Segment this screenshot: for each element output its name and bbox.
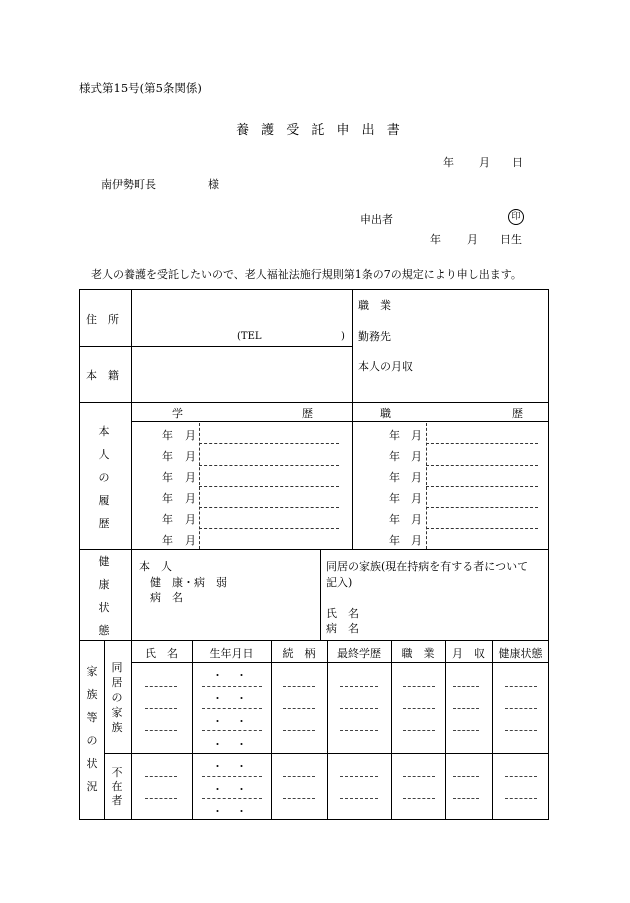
birth-day: 日生	[500, 233, 522, 246]
statement: 老人の養護を受託したいので、老人福祉法施行規則第1条の7の規定により申し出ます。	[91, 268, 522, 281]
date-month: 月	[479, 156, 490, 169]
health-self-label: 本 人	[139, 560, 172, 573]
birth-year: 年	[430, 233, 441, 246]
tel-close: )	[341, 331, 345, 342]
tel-label: (TEL	[237, 331, 262, 342]
job-history-header-left: 職	[380, 407, 391, 420]
address-label: 住 所	[86, 313, 119, 326]
workplace-label: 勤務先	[358, 330, 391, 343]
family-health-label-2: 記入)	[326, 576, 353, 589]
date-year: 年	[443, 156, 454, 169]
income-label: 本人の月収	[358, 360, 413, 373]
col-education: 最終学歴	[337, 647, 381, 660]
family-health-label: 同居の家族(現在持病を有する者について	[326, 560, 529, 573]
col-birthdate: 生年月日	[209, 647, 254, 660]
applicant-label: 申出者	[360, 213, 393, 226]
col-income: 月 収	[452, 647, 485, 660]
family-name-label: 氏 名	[326, 607, 359, 620]
date-day: 日	[512, 156, 523, 169]
col-relation: 続 柄	[282, 647, 316, 660]
education-header-right: 歴	[302, 407, 313, 420]
honorific: 様	[208, 178, 219, 191]
form-number: 様式第15号(第5条関係)	[79, 81, 202, 95]
domicile-input[interactable]	[135, 350, 349, 398]
health-status-options[interactable]: 健 康・病 弱	[150, 576, 227, 589]
seal-mark	[508, 209, 524, 225]
seal-text: 印	[511, 212, 521, 222]
col-occupation: 職 業	[401, 647, 435, 660]
col-health: 健康状態	[498, 647, 543, 660]
family-disease-label: 病 名	[326, 622, 359, 635]
job-label: 職 業	[358, 299, 391, 312]
domicile-label: 本 籍	[86, 369, 119, 382]
education-header-left: 学	[172, 407, 183, 420]
birth-month: 月	[467, 233, 478, 246]
col-name: 氏 名	[145, 647, 178, 660]
health-disease-label: 病 名	[150, 591, 183, 604]
page-title: 養 護 受 託 申 出 書	[236, 123, 404, 138]
addressee: 南伊勢町長	[101, 178, 156, 191]
job-history-header-right: 歴	[512, 407, 523, 420]
